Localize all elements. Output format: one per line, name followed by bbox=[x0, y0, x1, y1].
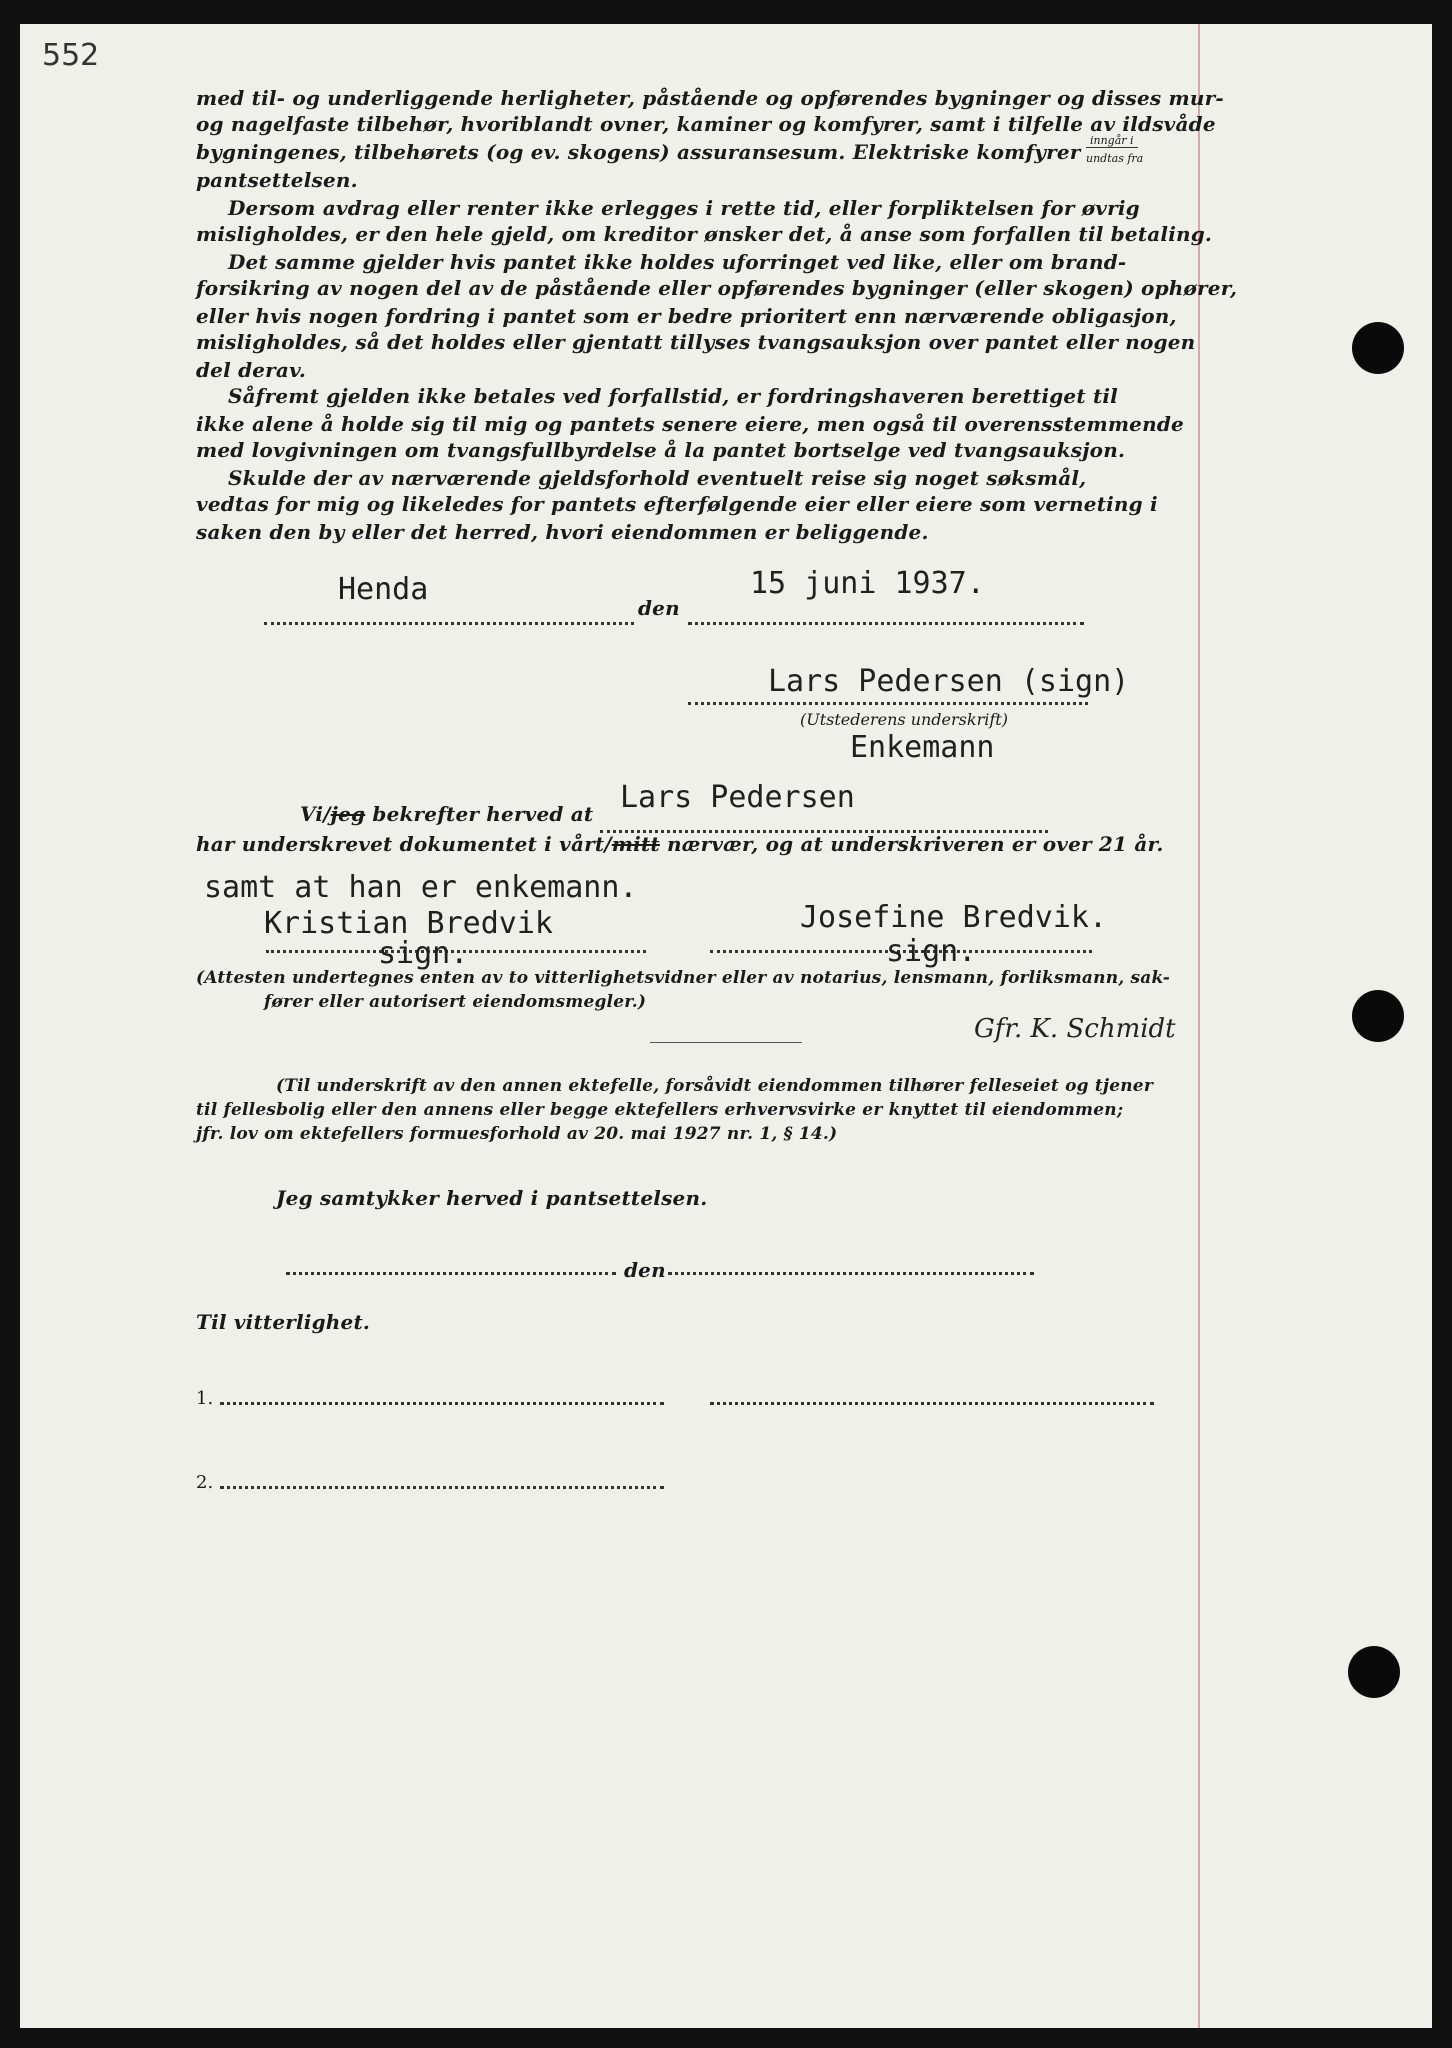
attest-note-line: (Attesten undertegnes enten av to vitterlighetsvidner eller av notarius, lensmann, forliksmann, sak- bbox=[196, 968, 1171, 988]
consent-text: Jeg samtykker herved i pantsettelsen. bbox=[276, 1186, 708, 1210]
date: 15 juni 1937. bbox=[750, 566, 985, 601]
clause-line: misligholdes, er den hele gjeld, om kreditor ønsker det, å anse som forfallen til betaling. bbox=[196, 222, 1213, 246]
witness-2-sign: sign. bbox=[886, 934, 977, 969]
witness-2-name: Josefine Bredvik. bbox=[800, 900, 1108, 935]
clause-line: bygningenes, tilbehørets (og ev. skogens) assuransesum. Elektriske komfyrer bbox=[196, 140, 1081, 164]
document-page bbox=[20, 24, 1432, 2028]
clause-line: del derav. bbox=[196, 358, 307, 382]
witness-1-name: Kristian Bredvik bbox=[264, 906, 553, 941]
place-dotted-line bbox=[264, 620, 634, 625]
clause-line: med til- og underliggende herligheter, påstående og opførendes bygninger og disses mur- bbox=[196, 86, 1224, 110]
margin-rule bbox=[1198, 24, 1200, 2028]
punch-hole bbox=[1352, 990, 1404, 1042]
witnessed-person: Lars Pedersen bbox=[620, 780, 855, 815]
issuer-caption: (Utstederens underskrift) bbox=[800, 710, 1008, 729]
clause-line: misligholdes, så det holdes eller gjentatt tillyses tvangsauksjon over pantet eller nogen bbox=[196, 330, 1196, 354]
clause-line: ikke alene å holde sig til mig og pantets senere eiere, men også til overensstemmende bbox=[196, 412, 1184, 436]
clause-line: saken den by eller det herred, hvori eiendommen er beliggende. bbox=[196, 520, 929, 544]
issuer-signature: Lars Pedersen (sign) bbox=[768, 664, 1130, 699]
margin-note-bottom: undtas fra bbox=[1086, 152, 1144, 165]
clause-line: Skulde der av nærværende gjeldsforhold eventuelt reise sig noget søksmål, bbox=[228, 466, 1087, 490]
official-signature: Gfr. K. Schmidt bbox=[974, 1014, 1176, 1044]
clause-line: Såfremt gjelden ikke betales ved forfallstid, er fordringshaveren berettiget til bbox=[228, 384, 1118, 408]
consent-date-dotted-line bbox=[668, 1270, 1034, 1275]
clause-line: pantsettelsen. bbox=[196, 168, 358, 192]
page-number: 552 bbox=[42, 38, 100, 73]
clause-line: Dersom avdrag eller renter ikke erlegges i rette tid, eller forpliktelsen for øvrig bbox=[228, 196, 1140, 220]
clause-line: med lovgivningen om tvangsfullbyrdelse å la pantet bortselge ved tvangsauksjon. bbox=[196, 438, 1126, 462]
clause-line: forsikring av nogen del av de påstående eller opførendes bygninger (eller skogen) ophører, bbox=[196, 276, 1238, 300]
attest-note-line: fører eller autorisert eiendomsmegler.) bbox=[264, 992, 647, 1012]
clause-line: Det samme gjelder hvis pantet ikke holdes uforringet ved like, eller om brand- bbox=[228, 250, 1127, 274]
vitterlighet-2-dotted-line bbox=[220, 1484, 664, 1489]
consent-signature-dotted-line bbox=[286, 1270, 616, 1275]
punch-hole bbox=[1352, 322, 1404, 374]
spouse-note-line: (Til underskrift av den annen ektefelle, forsåvidt eiendommen tilhører felleseiet og tjener bbox=[276, 1076, 1153, 1096]
line-number-1: 1. bbox=[196, 1388, 214, 1409]
den-label: den bbox=[638, 596, 680, 620]
punch-hole bbox=[1348, 1646, 1400, 1698]
clause-line: vedtas for mig og likeledes for pantets efterfølgende eier eller eiere som verneting i bbox=[196, 492, 1158, 516]
witness-addition: samt at han er enkemann. bbox=[204, 870, 638, 905]
vitterlighet-1b-dotted-line bbox=[710, 1400, 1154, 1405]
place: Henda bbox=[338, 572, 429, 607]
issuer-status: Enkemann bbox=[850, 730, 995, 765]
spouse-note-line: til fellesbolig eller den annens eller begge ektefellers erhvervsvirke er knyttet til eiendommen; bbox=[196, 1100, 1124, 1120]
witness-statement-line: har underskrevet dokumentet i vårt/mitt nærvær, og at underskriveren er over 21 år. bbox=[196, 832, 1164, 856]
date-dotted-line bbox=[688, 620, 1084, 625]
vitterlighet-1-dotted-line bbox=[220, 1400, 664, 1405]
clause-line: eller hvis nogen fordring i pantet som er bedre prioritert enn nærværende obligasjon, bbox=[196, 304, 1177, 328]
til-vitterlighet: Til vitterlighet. bbox=[196, 1310, 371, 1334]
consent-den-label: den bbox=[624, 1258, 666, 1282]
spouse-note-line: jfr. lov om ektefellers formuesforhold av 20. mai 1927 nr. 1, § 14.) bbox=[196, 1124, 838, 1144]
witness-1-sign: sign. bbox=[378, 936, 469, 971]
official-signature-line bbox=[650, 1042, 802, 1043]
line-number-2: 2. bbox=[196, 1472, 214, 1493]
signature-dotted-line bbox=[688, 700, 1088, 705]
margin-note-top: inngår i bbox=[1086, 134, 1138, 148]
clause-line: og nagelfaste tilbehør, hvoriblandt ovner, kaminer og komfyrer, samt i tilfelle av ildsvåde bbox=[196, 112, 1216, 136]
witness-intro-line: Vi/jeg bekrefter herved at bbox=[300, 802, 594, 826]
